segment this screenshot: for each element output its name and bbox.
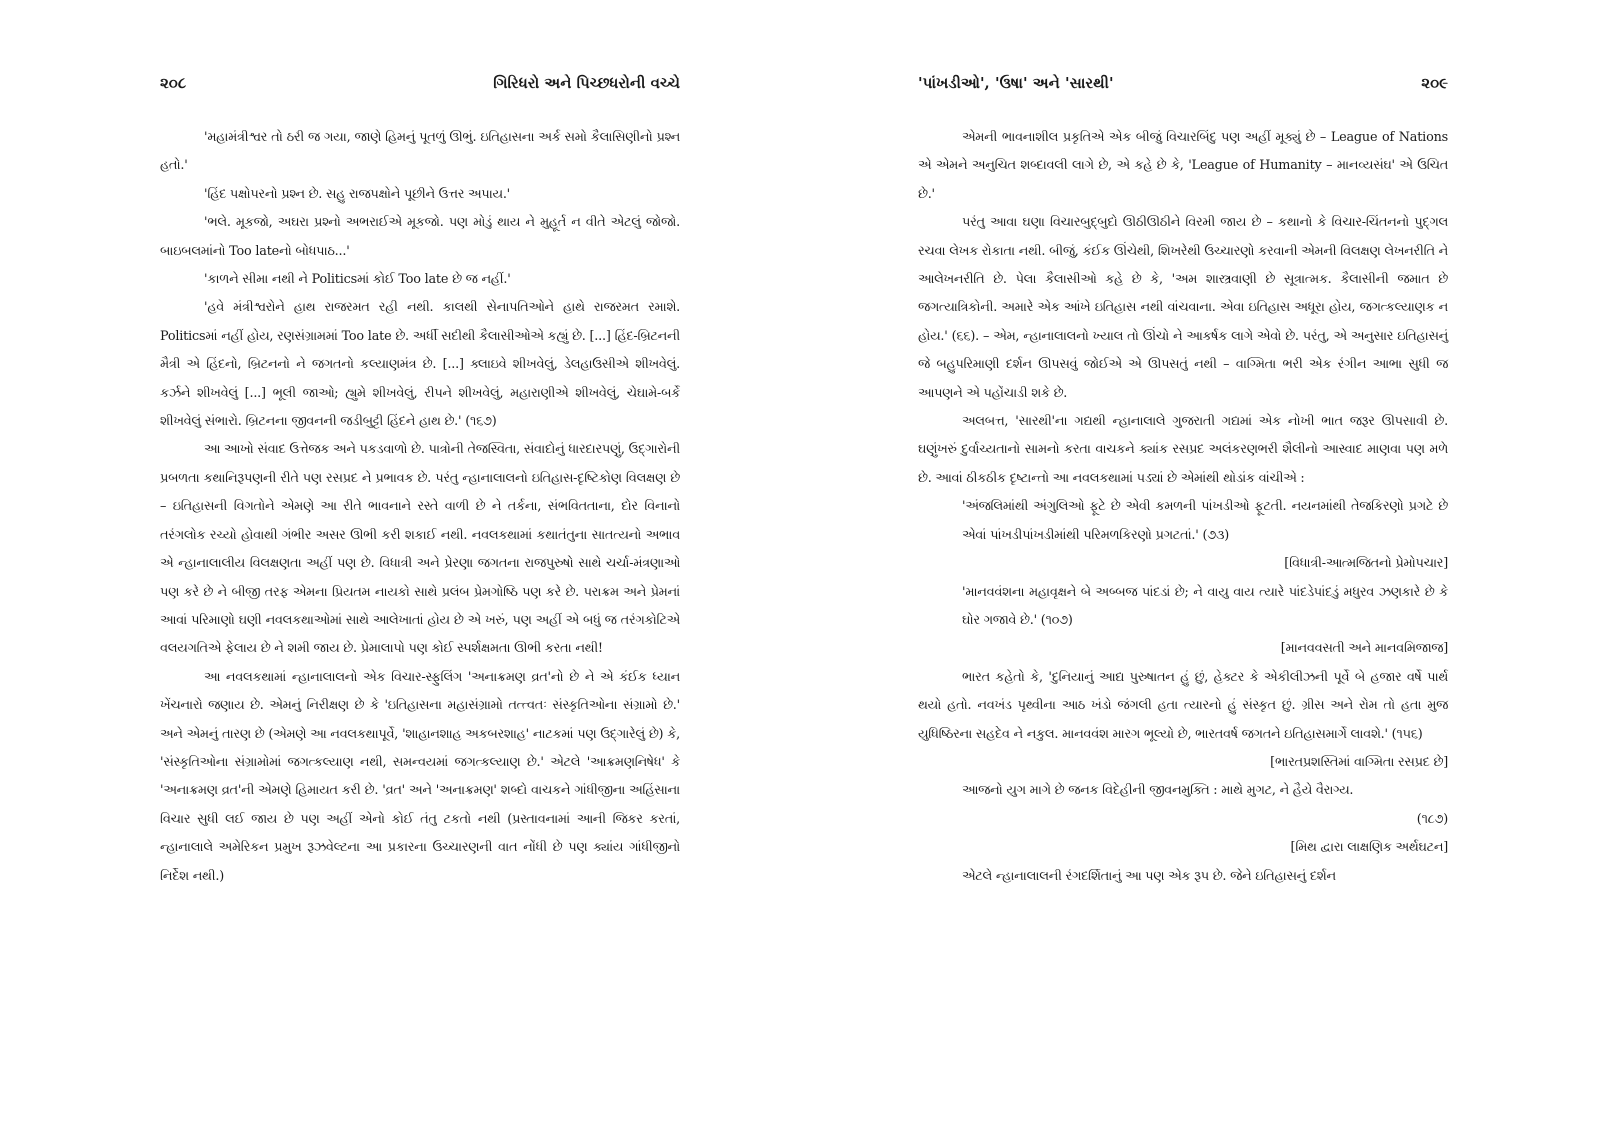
right-page-body: [918, 124, 1448, 891]
left-page-header: [160, 74, 680, 104]
paragraph: 'મહામંત્રીશ્વર તો ઠરી જ ગયા, જાણે હિમનું પૂતળું ઊભું. ઇતિહાસના અર્ક સમો કૈલાસિણીનો પ્રશ્ન હતો.': [160, 130, 680, 174]
paragraph: 'હવે મંત્રીશ્વરોને હાથ રાજરમત રહી નથી. કાલથી સેનાપતિઓને હાથે રાજરમત રમાશે. Politicsમાં નહીં હોય, રણસંગ્રામમાં Too late છે. અર્ધી સદીથી કૈલાસીઓએ કહ્યું છે. [...] હિંદ-બ્રિટનની મૈત્રી એ હિંદનો, બ્રિટનનો ને જગતનો કલ્યાણમંત્ર છે. [...] ક્લાઇવે શીખવેલું, ડેલહાઉસીએ શીખવેલું. કર્ઝને શીખવેલું [...] ભૂલી જાઓ; હ્યુમે શીખવેલું, રીપને શીખવેલું, મહારાણીએ શીખવેલું, ચેઘામે-બર્કે શીખવેલું સંભારો. બ્રિટનના જીવનની જડીબુટ્ટી હિંદને હાથ છે.' (૧૬૭): [160, 300, 680, 430]
block-quote: 'માનવવંશના મહાવૃક્ષને બે અબ્બજ પાંદડાં છે; ને વાયુ વાય ત્યારે પાંદડેપાંદડું મધુરવ ઝણકારે છે કે ઘોર ગજાવે છે.' (૧૦૭): [962, 584, 1448, 628]
quote-caption: [માનવવસતી અને માનવમિજાજ]: [1280, 641, 1448, 657]
right-page-number: ૨૦૯: [1421, 74, 1448, 92]
block-quote: 'અંજલિમાંથી અંગુલિઓ ફૂટે છે એવી કમળની પાંખડીઓ ફૂટતી. નયનમાંથી તેજકિરણો પ્રગટે છે એવાં પાંખડીપાંખડીમાંથી પરિમળકિરણો પ્રગટતાં.' (૭૩): [962, 499, 1448, 543]
paragraph: આજનો યુગ માગે છે જનક વિદેહીની જીવનમુક્તિ : માથે મુગટ, ને હૈયે વૈરાગ્ય.: [962, 783, 1354, 799]
paragraph: 'હિંદ પક્ષોપરનો પ્રશ્ન છે. સહુ રાજપક્ષોને પૂછીને ઉત્તર અપાય.': [204, 186, 510, 202]
paragraph: એમની ભાવનાશીલ પ્રકૃતિએ એક બીજું વિચારબિંદુ પણ અહીં મૂક્યું છે – League of Nations એ એમને અનુચિત શબ્દાવલી લાગે છે, એ કહે છે કે, 'League of Humanity – માનવ્યસંઘ' એ ઉચિત છે.': [918, 130, 1448, 202]
page-reference: (૧૮૭): [1416, 811, 1448, 827]
paragraph: ભારત કહેતો કે, 'દુનિયાનું આદ્ય પુરુષાતન હું છું, હેક્ટર કે એકીલીઝની પૂર્વે બે હજાર વર્ષે પાર્થ થયો હતો. નવખંડ પૃથ્વીના આઠ ખંડો જંગલી હતા ત્યારનો હું સંસ્કૃત છું. ગ્રીસ અને રોમ તો હતા મુજ યુધિષ્ઠિરના સહદેવ ને નકુલ. માનવવંશ મારગ ભૂલ્યો છે, ભારતવર્ષ જગતને ઇતિહાસમાર્ગે લાવશે.' (૧૫૬): [918, 669, 1448, 742]
right-page: [918, 0, 1448, 1131]
paragraph: આ નવલકથામાં ન્હાનાલાલનો એક વિચાર-સ્ફુલિંગ 'અનાક્રમણ વ્રત'નો છે ને એ કંઈક ધ્યાન ખેંચનારો જણાય છે. એમનું નિરીક્ષણ છે કે 'ઇતિહાસના મહાસંગ્રામો તત્ત્વતઃ સંસ્કૃતિઓના સંગ્રામો છે.' અને એમનું તારણ છે (એમણે આ નવલકથાપૂર્વે, 'શાહાનશાહ અકબરશાહ' નાટકમાં પણ ઉદ્ગારેલું છે) કે, 'સંસ્કૃતિઓના સંગ્રામોમાં જગત્કલ્યાણ નથી, સમન્વયમાં જગત્કલ્યાણ છે.' એટલે 'આક્રમણનિષેધ' કે 'અનાક્રમણ વ્રત'ની એમણે હિમાયત કરી છે. 'વ્રત' અને 'અનાક્રમણ' શબ્દો વાચકને ગાંધીજીના અહિંસાના વિચાર સુધી લઈ જાય છે પણ અહીં એનો કોઈ તંતુ ટકતો નથી (પ્રસ્તાવનામાં આની જિકર કરતાં, ન્હાનાલાલે અમેરિકન પ્રમુખ રૂઝવેલ્ટના આ પ્રકારના ઉચ્ચારણની વાત નોંધી છે પણ ક્યાંય ગાંધીજીનો નિર્દેશ નથી.): [160, 669, 680, 884]
quote-caption: [વિધાત્રી-આત્મજિતનો પ્રેમોપચાર]: [1284, 556, 1448, 572]
right-running-head: 'પાંખડીઓ', 'ઉષા' અને 'સારથી': [918, 74, 1114, 92]
left-page: [160, 0, 680, 1131]
paragraph: અલબત્ત, 'સારથી'ના ગદ્યથી ન્હાનાલાલે ગુજરાતી ગદ્યમાં એક નોખી ભાત જરૂર ઊપસાવી છે. ઘણુંખરું દુર્વાચ્યતાનો સામનો કરતા વાચકને ક્યાંક રસપ્રદ અલંકરણભરી શૈલીનો આસ્વાદ માણવા પણ મળે છે. આવાં ઠીકઠીક દૃષ્ટાન્તો આ નવલકથામાં પડ્યાં છે એમાંથી થોડાંક વાંચીએ :: [918, 414, 1448, 486]
quote-caption: [મિથ દ્વારા લાક્ષણિક અર્થઘટન]: [1290, 840, 1448, 856]
quote-caption: [ભારતપ્રશસ્તિમાં વાગ્મિતા રસપ્રદ છે]: [1270, 754, 1448, 770]
paragraph: 'કાળને સીમા નથી ને Politicsમાં કોઈ Too late છે જ નહીં.': [204, 272, 511, 288]
left-page-body: [160, 124, 680, 891]
left-page-number: ૨૦૮: [160, 74, 187, 92]
paragraph: એટલે ન્હાનાલાલની રંગદર્શિતાનું આ પણ એક રૂપ છે. જેને ઇતિહાસનું દર્શન: [962, 868, 1336, 884]
left-running-head: ગિરિધરો અને પિચ્છધરોની વચ્ચે: [493, 74, 680, 92]
paragraph: 'ભલે. મૂકજો, અઘરા પ્રશ્નો અભરાઈએ મૂકજો. પણ મોડું થાય ને મુહૂર્ત ન વીતે એટલું જોજો. બાઇબલમાંનો Too lateનો બોધપાઠ...': [160, 215, 680, 259]
paragraph: પરંતુ આવા ઘણા વિચારબુદ્બુદો ઊઠીઊઠીને વિરમી જાય છે – કથાનો કે વિચાર-ચિંતનનો પુદ્ગલ રચવા લેખક રોકાતા નથી. બીજું, કંઈક ઊંચેથી, શિખરેથી ઉચ્ચારણો કરવાની એમની વિલક્ષણ લેખનરીતિ ને આલેખનરીતિ છે. પેલા કૈલાસીઓ કહે છે કે, 'અમ શાસ્ત્રવાણી છે સૂત્રાત્મક. કૈલાસીની જમાત છે જગત્યાત્રિકોની. અમારે એક આંખે ઇતિહાસ નથી વાંચવાના. એવા ઇતિહાસ અધૂરા હોય, જગત્કલ્યાણક ન હોય.' (૬૬). – એમ, ન્હાનાલાલનો ખ્યાલ તો ઊંચો ને આકર્ષક લાગે એવો છે. પરંતુ, એ અનુસાર ઇતિહાસનું જે બહુપરિમાણી દર્શન ઊપસવું જોઈએ એ ઊપસતું નથી – વાગ્મિતા ભરી એક રંગીન આભા સુધી જ આપણને એ પહોંચાડી શકે છે.: [918, 215, 1448, 401]
right-page-header: [918, 74, 1448, 104]
paragraph: આ આખો સંવાદ ઉત્તેજક અને પકડવાળો છે. પાત્રોની તેજસ્વિતા, સંવાદોનું ધારદારપણું, ઉદ્ગારોની પ્રબળતા કથાનિરૂપણની રીતે પણ રસપ્રદ ને પ્રભાવક છે. પરંતુ ન્હાનાલાલનો ઇતિહાસ-દૃષ્ટિકોણ વિલક્ષણ છે – ઇતિહાસની વિગતોને એમણે આ રીતે ભાવનાને રસ્તે વાળી છે ને તર્કના, સંભવિતતાના, દોર વિનાનો તરંગલોક રચ્યો હોવાથી ગંભીર અસર ઊભી કરી શકાઈ નથી. નવલકથામાં કથાતંતુના સાતત્યનો અભાવ એ ન્હાનાલાલીય વિલક્ષણતા અહીં પણ છે. વિધાત્રી અને પ્રેરણા જગતના રાજપુરુષો સાથે ચર્ચા-મંત્રણાઓ પણ કરે છે ને બીજી તરફ એમના પ્રિયતમ નાયકો સાથે પ્રલંબ પ્રેમગોષ્ઠિ પણ કરે છે. પરાક્રમ અને પ્રેમનાં આવાં પરિમાણો ઘણી નવલકથાઓમાં સાથે આલેખાતાં હોય છે એ ખરું, પણ અહીં એ બધું જ તરંગકોટિએ વલયગતિએ ફેલાય છે ને શમી જાય છે. પ્રેમાલાપો પણ કોઈ સ્પર્શક્ષમતા ઊભી કરતા નથી!: [160, 442, 680, 657]
